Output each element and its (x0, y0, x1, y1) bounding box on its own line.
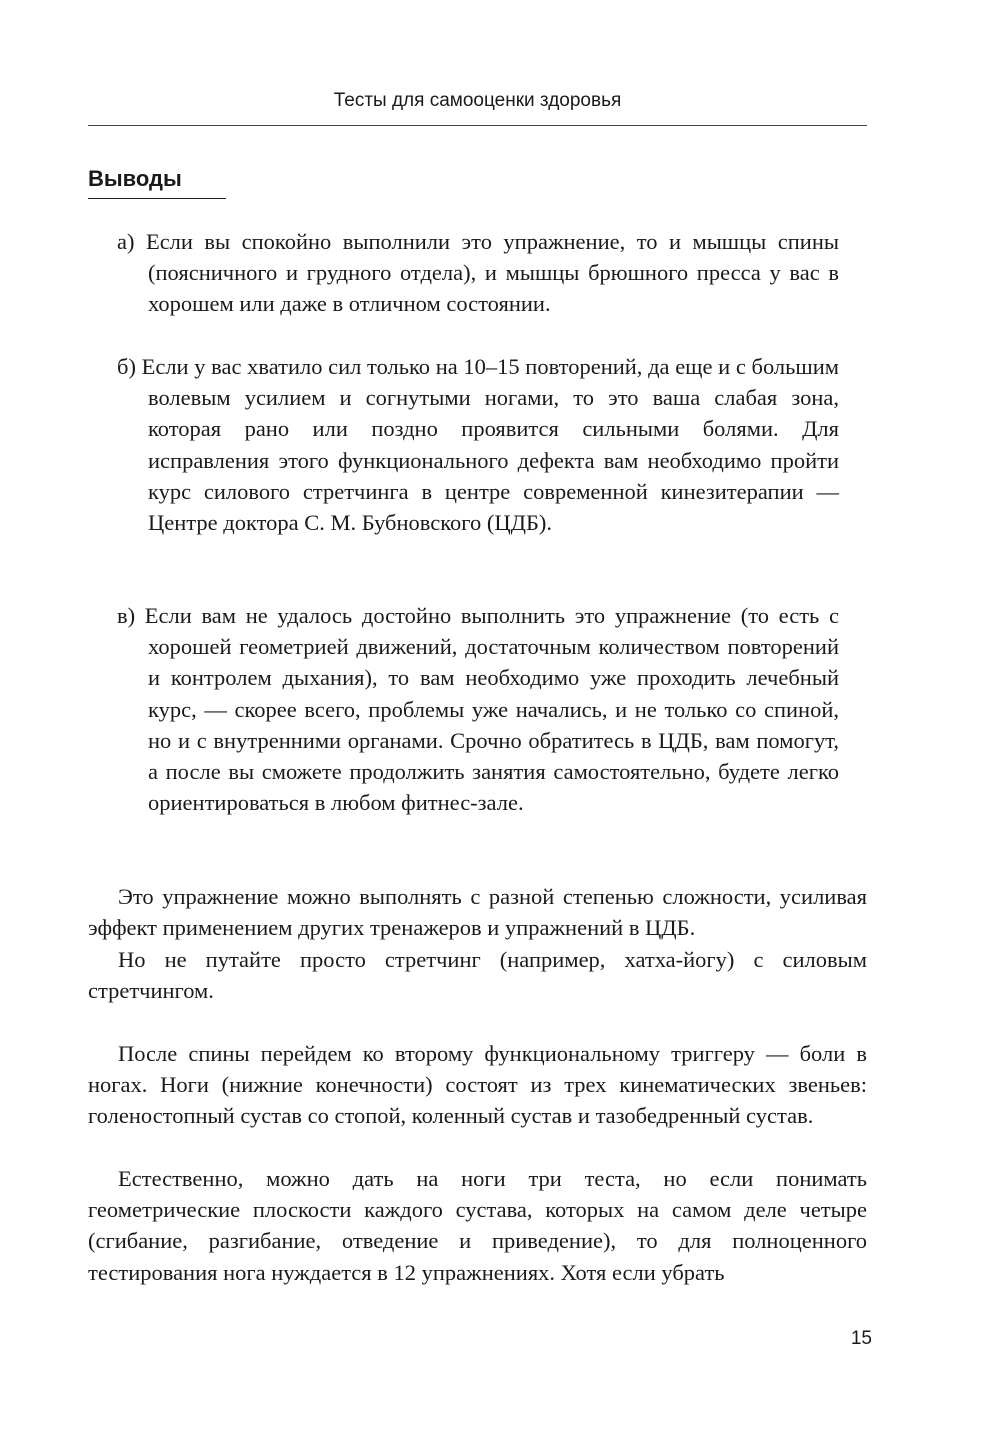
body-paragraph: Это упражнение можно выполнять с разной степенью сложности, усиливая эффект применением других тренажеров и упражнений в ЦДБ. (88, 884, 867, 941)
section-title: Выводы (88, 166, 182, 191)
page-number: 15 (850, 1328, 872, 1349)
section-title-underline (88, 198, 226, 199)
body-paragraph: После спины перейдем ко второму функциональному триггеру — боли в ногах. Ноги (нижние конечности) состоят из трех кинематических звеньев: голеностопный сустав со стопой, коленный сустав и тазобедренный сустав. (88, 1041, 867, 1129)
conclusion-item-c: в) Если вам не удалось достойно выполнить это упражнение (то есть с хорошей геометрией движений, достаточным количеством повторений и контролем дыхания), то вам необходимо уже проходить лечебный курс, — скорее всего, проблемы уже начались, и не только со спиной, но и с внутренними органами. Срочно обратитесь в ЦДБ, вам помогут, а после вы сможете продолжить занятия самостоятельно, будете легко ориентироваться в любом фитнес-зале. (117, 603, 839, 816)
body-paragraph: Естественно, можно дать на ноги три теста, но если понимать геометрические плоскости каждого сустава, которых на самом деле четыре (сгибание, разгибание, отведение и приведение), то для полноценного тестирования нога нуждается в 12 упражнениях. Хотя если убрать (88, 1166, 867, 1285)
conclusion-item-b: б) Если у вас хватило сил только на 10–15 повторений, да еще и с большим волевым усилием и согнутыми ногами, то это ваша слабая зона, которая рано или поздно проявится сильными болями. Для исправления этого функционального дефекта вам необходимо пройти курс силового стретчинга в центре современной кинезитерапии — Центре доктора С. М. Бубновского (ЦДБ). (117, 354, 839, 536)
body-paragraph: Но не путайте просто стретчинг (например, хатха-йогу) с силовым стретчингом. (88, 947, 867, 1004)
conclusion-item-a: а) Если вы спокойно выполнили это упражнение, то и мышцы спины (поясничного и грудного отдела), и мышцы брюшного пресса у вас в хорошем или даже в отличном состоянии. (117, 229, 839, 317)
header-rule (88, 125, 867, 126)
running-head: Тесты для самооценки здоровья (333, 90, 622, 111)
